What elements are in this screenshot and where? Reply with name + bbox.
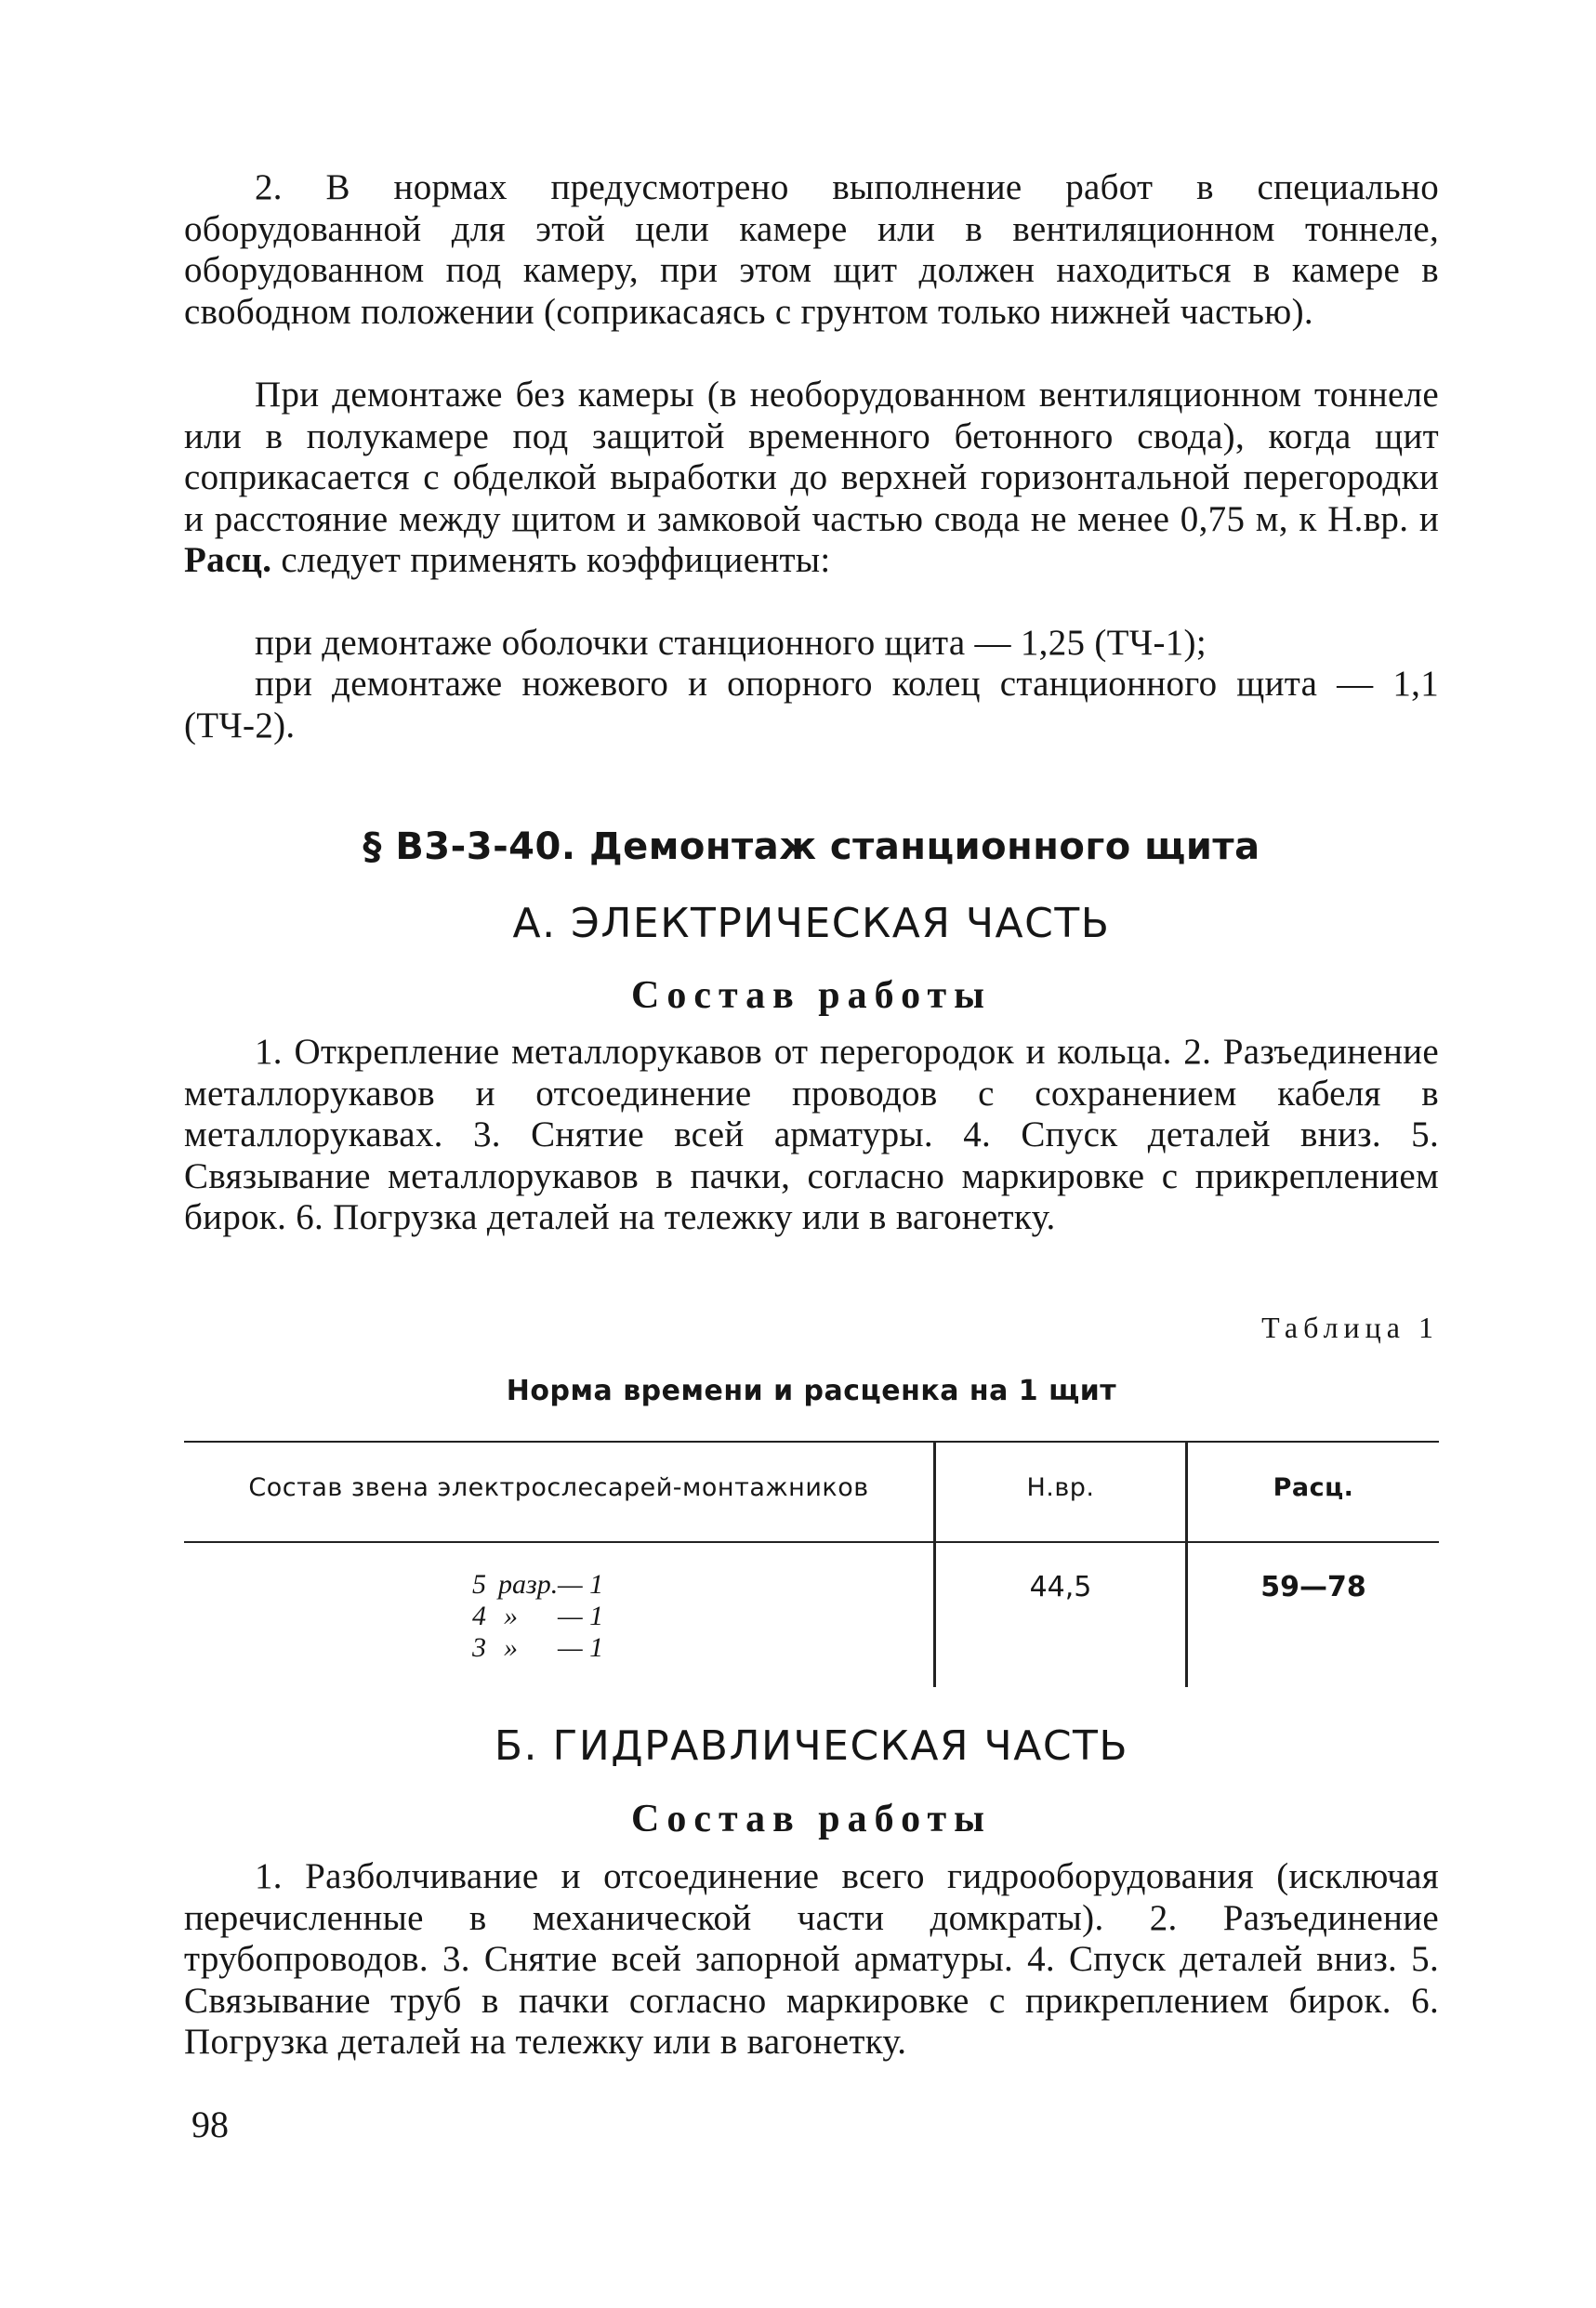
crew-row xyxy=(472,1632,623,1664)
table-header-time: Н.вр. xyxy=(1026,1473,1095,1502)
table-subtitle: Норма времени и расценка на 1 щит xyxy=(506,1375,1117,1407)
no-chamber-text: При демонтаже без камеры (в необорудованном вентиляционном тоннеле или в полукамере под защитой временного бетонного свода), когда щит соприкасается с обделкой выработки до верхней горизонтальной перегородки и расстояние между щитом и замковой частью свода не менее 0,75 м, к Н.вр. и xyxy=(184,375,1439,539)
intro-item-2-text: 2. В нормах предусмотрено выполнение работ в специально оборудованной для этой цели камере или в вентиляционном тоннеле, оборудованном под камеру, при этом щит должен находиться в камере в свободном положении (соприкасаясь с грунтом только нижней частью). xyxy=(184,167,1439,332)
crew-count: — 1 xyxy=(558,1601,604,1631)
part-b-composition-text: 1. Разболчивание и отсоединение всего гидрооборудования (исключая перечисленные в механической части домкраты). 2. Разъединение трубопроводов. 3. Снятие всей запорной арматуры. 4. Спуск деталей вниз. 5. Связывание труб в пачки согласно маркировке с прикреплением бирок. 6. Погрузка деталей на тележку или в вагонетку. xyxy=(184,1856,1439,2062)
page-number: 98 xyxy=(191,2104,229,2145)
part-b-composition-title: Состав работы xyxy=(631,1798,992,1840)
no-chamber-paragraph xyxy=(184,375,1439,582)
part-b-composition xyxy=(184,1856,1439,2064)
crew-label: разр. xyxy=(498,1569,559,1600)
table-header-rate: Расц. xyxy=(1273,1473,1354,1502)
part-a-title: А. ЭЛЕКТРИЧЕСКАЯ ЧАСТЬ xyxy=(512,900,1111,947)
crew-row xyxy=(472,1569,623,1601)
table-top-rule xyxy=(184,1441,1439,1443)
table-time-value: 44,5 xyxy=(1029,1571,1092,1603)
no-chamber-text-end: следует применять коэффициенты: xyxy=(281,540,831,580)
part-a-composition xyxy=(184,1032,1439,1239)
part-b-title: Б. ГИДРАВЛИЧЕСКАЯ ЧАСТЬ xyxy=(494,1722,1129,1770)
crew-grade: 4 xyxy=(472,1601,486,1631)
table-header-crew: Состав звена электрослесарей-монтажников xyxy=(248,1473,869,1502)
coefficient-2-text: при демонтаже ножевого и опорного колец станционного щита — 1,1 (ТЧ-2). xyxy=(184,664,1439,745)
crew-grade: 5 xyxy=(472,1569,486,1600)
section-title: § В3-3-40. Демонтаж станционного щита xyxy=(363,825,1260,868)
coefficient-1 xyxy=(184,623,1439,665)
table-caption: Таблица 1 xyxy=(1261,1311,1439,1344)
crew-row xyxy=(472,1601,623,1632)
crew-count: — 1 xyxy=(558,1632,604,1663)
crew-label: » xyxy=(504,1632,518,1663)
coefficient-1-text: при демонтаже оболочки станционного щита — 1,25 (ТЧ-1); xyxy=(255,623,1207,663)
crew-count: — 1 xyxy=(558,1569,604,1600)
coefficient-2 xyxy=(184,664,1439,746)
crew-label: » xyxy=(504,1601,518,1631)
part-a-composition-text: 1. Открепление металлорукавов от перегородок и кольца. 2. Разъединение металлорукавов и отсоединение проводов с сохранением кабеля в металлорукавах. 3. Снятие всей арматуры. 4. Спуск деталей вниз. 5. Связывание металлорукавов в пачки, согласно маркировке с прикреплением бирок. 6. Погрузка деталей на тележку или в вагонетку. xyxy=(184,1032,1439,1237)
table-header-rule xyxy=(184,1541,1439,1543)
intro-item-2 xyxy=(184,167,1439,333)
rate-abbrev-bold: Расц. xyxy=(184,540,272,580)
table-rate-value: 59—78 xyxy=(1260,1571,1366,1603)
table-crew-list xyxy=(472,1569,623,1664)
part-a-composition-title: Состав работы xyxy=(631,974,992,1017)
crew-grade: 3 xyxy=(472,1632,486,1663)
